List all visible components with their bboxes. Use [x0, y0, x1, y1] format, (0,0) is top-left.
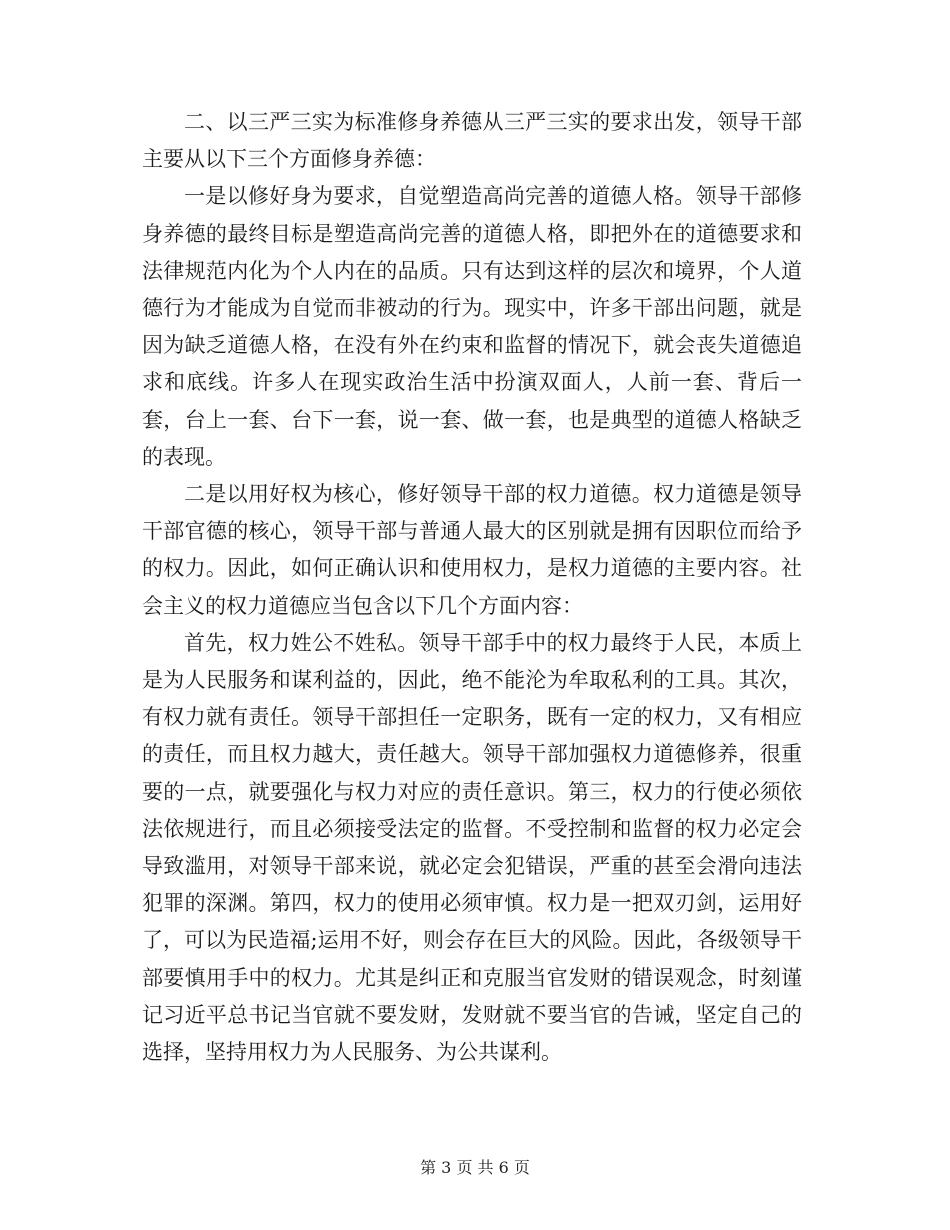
document-body — [142, 104, 802, 1071]
paragraph-moral-personality: 一是以修好身为要求，自觉塑造高尚完善的道德人格。领导干部修身养德的最终目标是塑造高尚完善的道德人格，即把外在的道德要求和法律规范内化为个人内在的品质。只有达到这样的层次和境界，个人道德行为才能成为自觉而非被动的行为。现实中，许多干部出问题，就是因为缺乏道德人格，在没有外在约束和监督的情况下，就会丧失道德追求和底线。许多人在现实政治生活中扮演双面人，人前一套、背后一套，台上一套、台下一套，说一套、做一套，也是典型的道德人格缺乏的表现。 — [142, 184, 802, 469]
paragraph-power-principles: 首先，权力姓公不姓私。领导干部手中的权力最终于人民，本质上是为人民服务和谋利益的，因此，绝不能沦为牟取私利的工具。其次，有权力就有责任。领导干部担任一定职务，既有一定的权力，又有相应的责任，而且权力越大，责任越大。领导干部加强权力道德修养，很重要的一点，就要强化与权力对应的责任意识。第三，权力的行使必须依法依规进行，而且必须接受法定的监督。不受控制和监督的权力必定会导致滥用，对领导干部来说，就必定会犯错误，严重的甚至会滑向违法犯罪的深渊。第四，权力的使用必须审慎。权力是一把双刃剑，运用好了，可以为民造福;运用不好，则会存在巨大的风险。因此，各级领导干部要慎用手中的权力。尤其是纠正和克服当官发财的错误观念，时刻谨记习近平总书记当官就不要发财，发财就不要当官的告诫，坚定自己的选择，坚持用权力为人民服务、为公共谋利。 — [142, 630, 802, 1065]
paragraph-power-ethics: 二是以用好权为核心，修好领导干部的权力道德。权力道德是领导干部官德的核心，领导干部与普通人最大的区别就是拥有因职位而给予的权力。因此，如何正确认识和使用权力，是权力道德的主要内容。社会主义的权力道德应当包含以下几个方面内容： — [142, 482, 802, 618]
paragraph-section-heading: 二、以三严三实为标准修身养德从三严三实的要求出发，领导干部主要从以下三个方面修身养德： — [142, 110, 802, 172]
page-number-footer: 第 3 页 共 6 页 — [420, 1158, 530, 1177]
